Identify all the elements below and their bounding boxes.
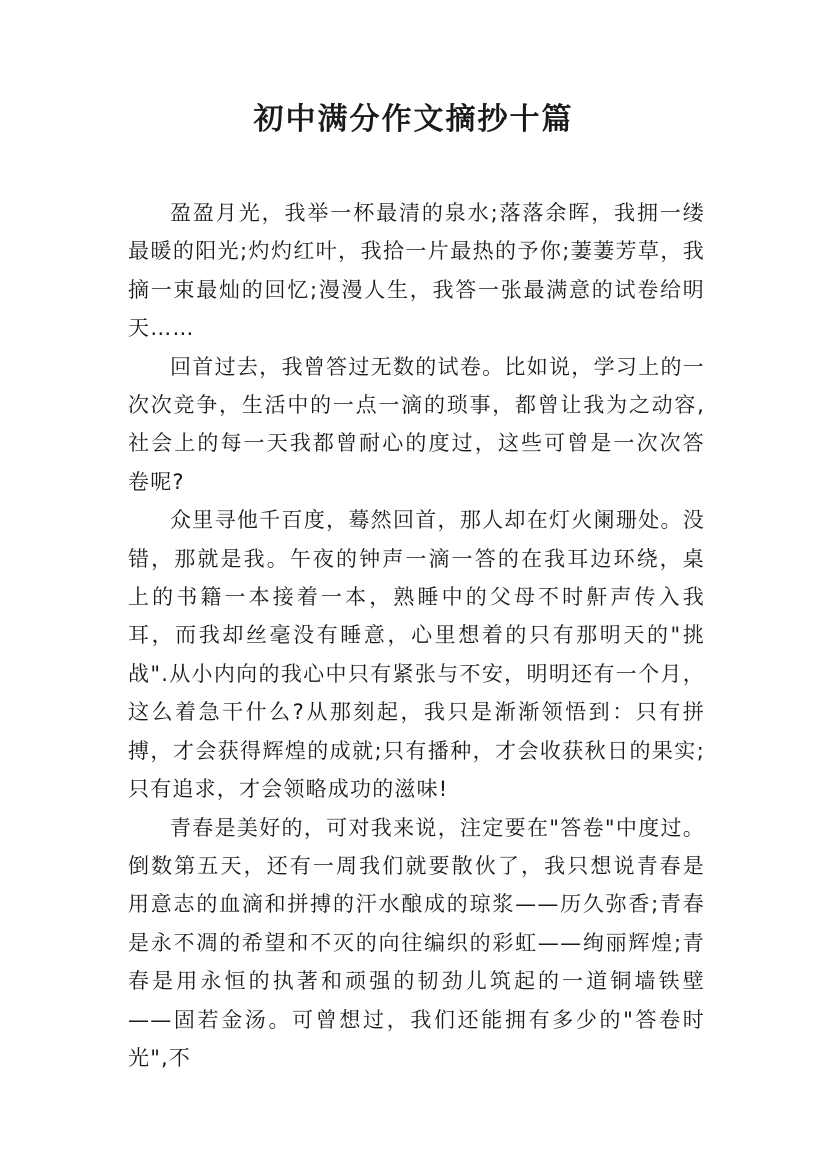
paragraph: 众里寻他千百度，蓦然回首，那人却在灯火阑珊处。没错，那就是我。午夜的钟声一滴一答的在我耳边环绕，桌上的书籍一本接着一本，熟睡中的父母不时鼾声传入我耳，而我却丝毫没有睡意，心里想着的只有那明天的"挑战".从小内向的我心中只有紧张与不安，明明还有一个月，这么着急干什么?从那刻起，我只是渐渐领悟到：只有拼搏，才会获得辉煌的成就;只有播种，才会收获秋日的果实;只有追求，才会领略成功的滋味!	[128, 508, 705, 802]
document-body	[128, 194, 705, 1077]
paragraph: 盈盈月光，我举一杯最清的泉水;落落余晖，我拥一缕最暖的阳光;灼灼红叶，我拾一片最热的予你;萋萋芳草，我摘一束最灿的回忆;漫漫人生，我答一张最满意的试卷给明天……	[128, 201, 705, 341]
paragraph: 回首过去，我曾答过无数的试卷。比如说，学习上的一次次竞争，生活中的一点一滴的琐事，都曾让我为之动容,社会上的每一天我都曾耐心的度过，这些可曾是一次次答卷呢?	[128, 354, 705, 494]
paragraph: 青春是美好的，可对我来说，注定要在"答卷"中度过。倒数第五天，还有一周我们就要散伙了，我只想说青春是用意志的血滴和拼搏的汗水酿成的琼浆——历久弥香;青春是永不凋的希望和不灭的向往编织的彩虹——绚丽辉煌;青春是用永恒的执著和顽强的韧劲儿筑起的一道铜墙铁壁——固若金汤。可曾想过，我们还能拥有多少的"答卷时光",不	[128, 815, 705, 1070]
document-title: 初中满分作文摘抄十篇	[253, 102, 574, 137]
